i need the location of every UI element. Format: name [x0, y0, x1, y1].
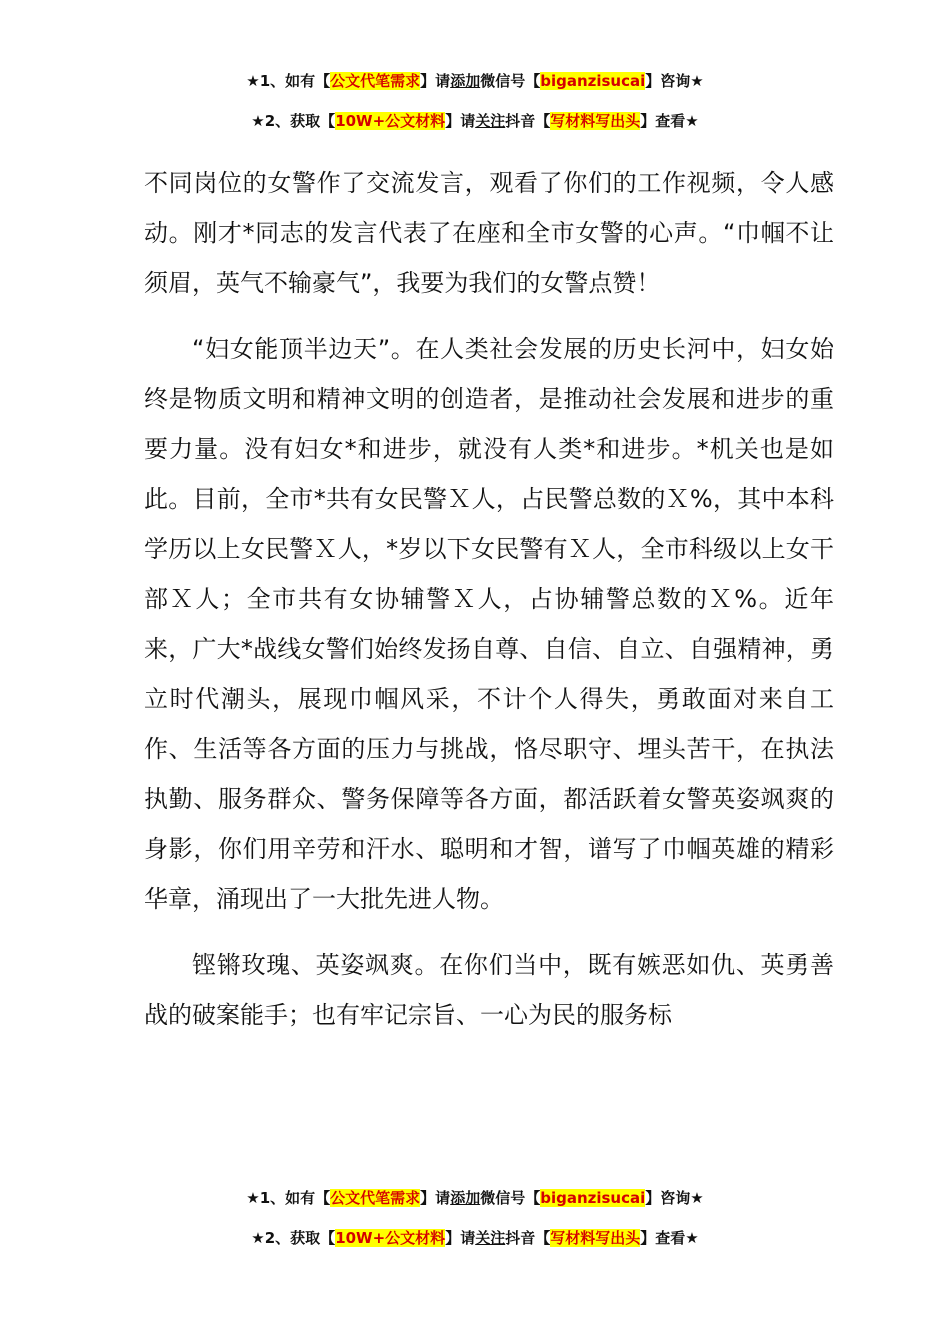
ad-text: 】请 [445, 112, 476, 130]
footer-ad-line-2 [0, 1228, 950, 1248]
ad-text: 】咨询★ [645, 1189, 704, 1207]
ad-highlight: 10W+公文材料 [335, 1229, 446, 1247]
ad-underline: 关注 [475, 112, 506, 130]
ad-highlight: biganzisucai [540, 72, 646, 90]
header-ad-line-1 [0, 71, 950, 91]
ad-underline: 关注 [475, 1229, 506, 1247]
ad-highlight: 写材料写出头 [550, 112, 641, 130]
ad-highlight: 公文代笔需求 [330, 72, 421, 90]
header-ad-line-2 [0, 111, 950, 131]
ad-text: 】请 [420, 72, 451, 90]
ad-highlight: 公文代笔需求 [330, 1189, 421, 1207]
ad-text: 】咨询★ [645, 72, 704, 90]
ad-highlight: 写材料写出头 [550, 1229, 641, 1247]
ad-text: 】请 [445, 1229, 476, 1247]
ad-text: 微信号【 [480, 72, 541, 90]
paragraph-2: “妇女能顶半边天”。在人类社会发展的历史长河中，妇女始终是物质文明和精神文明的创造者，是推动社会发展和进步的重要力量。没有妇女*和进步，就没有人类*和进步。*机关也是如此。目前，全市*共有女民警Ｘ人，占民警总数的Ｘ%，其中本科学历以上女民警Ｘ人，*岁以下女民警有Ｘ人，全市科级以上女干部Ｘ人；全市共有女协辅警Ｘ人，占协辅警总数的Ｘ%。近年来，广大*战线女警们始终发扬自尊、自信、自立、自强精神，勇立时代潮头，展现巾帼风采，不计个人得失，勇敢面对来自工作、生活等各方面的压力与挑战，恪尽职守、埋头苦干，在执法执勤、服务群众、警务保障等各方面，都活跃着女警英姿飒爽的身影，你们用辛劳和汗水、聪明和才智，谱写了巾帼英雄的精彩华章，涌现出了一大批先进人物。 [144, 335, 834, 913]
ad-text: 抖音【 [505, 112, 551, 130]
ad-text: 】请 [420, 1189, 451, 1207]
ad-text: ★2、获取【 [251, 1229, 336, 1247]
ad-text: ★1、如有【 [246, 1189, 331, 1207]
ad-text: 抖音【 [505, 1229, 551, 1247]
paragraph-1: 不同岗位的女警作了交流发言，观看了你们的工作视频，令人感动。刚才*同志的发言代表了在座和全市女警的心声。“巾帼不让须眉，英气不输豪气”，我要为我们的女警点赞！ [144, 169, 834, 297]
ad-underline: 添加 [450, 1189, 481, 1207]
ad-highlight: 10W+公文材料 [335, 112, 446, 130]
ad-underline: 添加 [450, 72, 481, 90]
footer-ad-line-1 [0, 1188, 950, 1208]
document-body [144, 158, 834, 1040]
ad-text: 微信号【 [480, 1189, 541, 1207]
ad-highlight: biganzisucai [540, 1189, 646, 1207]
ad-text: ★1、如有【 [246, 72, 331, 90]
ad-text: ★2、获取【 [251, 112, 336, 130]
paragraph-3: 铿锵玫瑰、英姿飒爽。在你们当中，既有嫉恶如仇、英勇善战的破案能手；也有牢记宗旨、一心为民的服务标 [144, 951, 834, 1029]
ad-text: 】查看★ [640, 1229, 699, 1247]
ad-text: 】查看★ [640, 112, 699, 130]
